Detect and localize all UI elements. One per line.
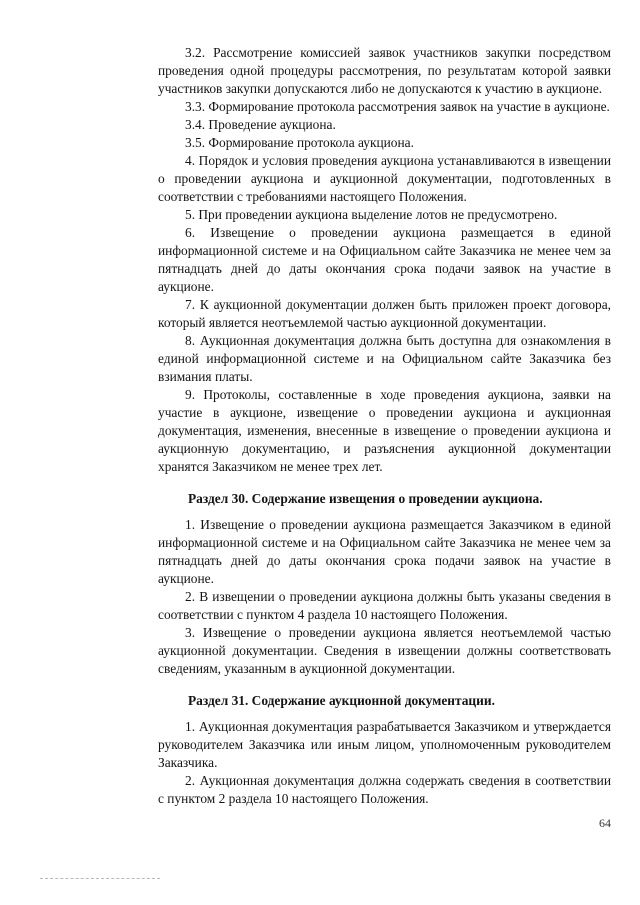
paragraph-5: 5. При проведении аукциона выделение лотов не предусмотрено. (185, 207, 558, 222)
page-number: 64 (599, 816, 611, 830)
section-31-paragraph-2: 2. Аукционная документация должна содержать сведения в соответствии с пунктом 2 раздела 10 настоящего Положения. (158, 773, 611, 806)
spacer (158, 678, 611, 692)
paragraph-3-2: 3.2. Рассмотрение комиссией заявок участников закупки посредством проведения одной процедуры рассмотрения, по результатам которой заявки участников закупки допускаются либо не допускаются к участию в аукционе. (158, 45, 611, 96)
paragraph-8: 8. Аукционная документация должна быть доступна для ознакомления в единой информационной системе и на Официальном сайте Заказчика без взимания платы. (158, 333, 611, 384)
paragraph-3-3: 3.3. Формирование протокола рассмотрения заявок на участие в аукционе. (185, 99, 610, 114)
section-30-paragraph-2: 2. В извещении о проведении аукциона должны быть указаны сведения в соответствии с пунктом 4 раздела 10 настоящего Положения. (158, 589, 611, 622)
page-content (158, 44, 611, 808)
section-31-paragraph-1: 1. Аукционная документация разрабатывается Заказчиком и утверждается руководителем Заказчика или иным лицом, уполномоченным руководителем Заказчика. (158, 719, 611, 770)
paragraph-4: 4. Порядок и условия проведения аукциона устанавливаются в извещении о проведении аукциона и аукционной документации, подготовленных в соответствии с требованиями настоящего Положения. (158, 153, 611, 204)
paragraph-9: 9. Протоколы, составленные в ходе проведения аукциона, заявки на участие в аукционе, извещение о проведении аукциона и аукционная документация, изменения, внесенные в извещение о проведении аукциона и аукционную документацию, и разъяснения аукционной документации хранятся Заказчиком не менее трех лет. (158, 387, 611, 474)
section-30-paragraph-1: 1. Извещение о проведении аукциона размещается Заказчиком в единой информационной системе и на Официальном сайте Заказчика не менее чем за пятнадцать дней до даты окончания срока подачи заявок на участие в аукционе. (158, 517, 611, 586)
paragraph-6: 6. Извещение о проведении аукциона размещается в единой информационной системе и на Официальном сайте Заказчика не менее чем за пятнадцать дней до даты окончания срока подачи заявок на участие в аукционе. (158, 225, 611, 294)
spacer (158, 710, 611, 718)
paragraph-3-4: 3.4. Проведение аукциона. (185, 117, 336, 132)
section-30-paragraph-3: 3. Извещение о проведении аукциона является неотъемлемой частью аукционной документации. Сведения в извещении должны соответствовать сведениям, указанным в аукционной документации. (158, 625, 611, 676)
paragraph-3-5: 3.5. Формирование протокола аукциона. (185, 135, 414, 150)
scan-artifact (40, 878, 160, 883)
spacer (158, 476, 611, 490)
section-30-heading: Раздел 30. Содержание извещения о проведении аукциона. (188, 491, 543, 506)
section-31-heading: Раздел 31. Содержание аукционной документации. (188, 693, 495, 708)
spacer (158, 508, 611, 516)
paragraph-7: 7. К аукционной документации должен быть приложен проект договора, который является неотъемлемой частью аукционной документации. (158, 297, 611, 330)
